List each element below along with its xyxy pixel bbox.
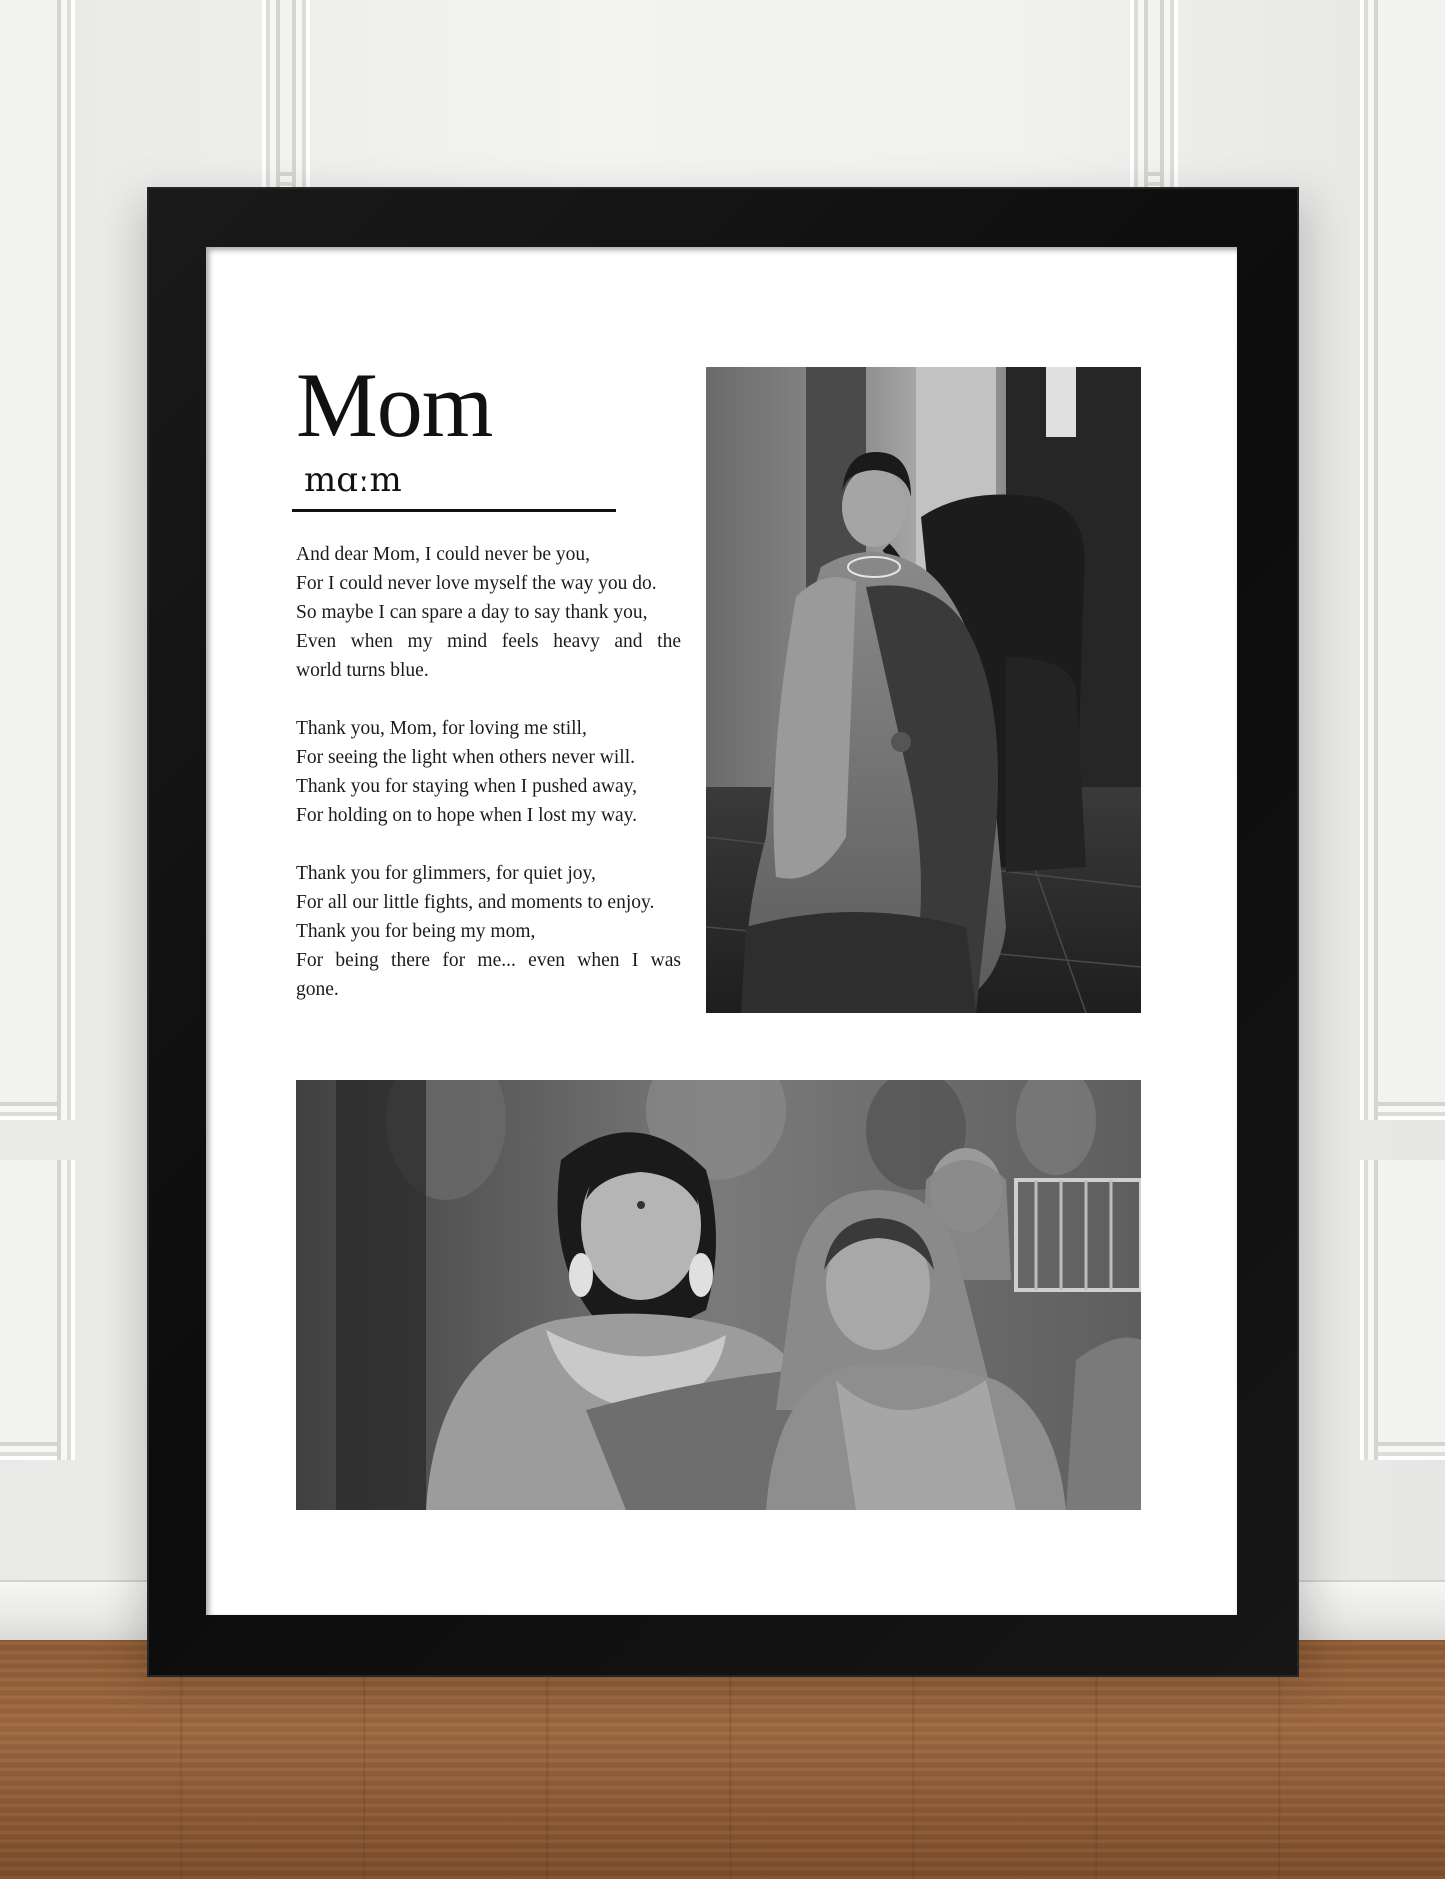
- poster-title: Mom: [296, 354, 493, 456]
- poem-stanza: [296, 859, 681, 1004]
- poem-line: world turns blue.: [296, 660, 429, 681]
- poem-line: For all our little fights, and moments to enjoy.: [296, 892, 655, 913]
- poem-line: For I could never love myself the way you do.: [296, 573, 657, 594]
- wall-panel-upper-right: [1130, 0, 1178, 190]
- photo-seated-portrait: [706, 367, 1141, 1013]
- wall-panel-lower-right: [1360, 1160, 1445, 1460]
- poem-line: Even when my mind feels heavy and the: [296, 631, 681, 652]
- poem-line: So maybe I can spare a day to say thank you,: [296, 602, 648, 623]
- poem-line: Thank you for being my mom,: [296, 921, 536, 942]
- pronunciation: mɑːm: [304, 460, 402, 500]
- poster-mat: [206, 247, 1237, 1615]
- poem-line: Thank you for staying when I pushed away,: [296, 776, 637, 797]
- two-women-image: [296, 1080, 1141, 1510]
- photo-two-women: [296, 1080, 1141, 1510]
- poem-stanza: [296, 540, 681, 685]
- wall-panel-lower-left: [0, 1160, 75, 1460]
- poem-line: For holding on to hope when I lost my way.: [296, 805, 638, 826]
- wall-panel-upper-left: [262, 0, 310, 190]
- picture-frame: [147, 187, 1299, 1677]
- poem-line: For seeing the light when others never will.: [296, 747, 636, 768]
- poem-line: gone.: [296, 979, 339, 1000]
- wall-panel-left: [0, 0, 75, 1120]
- title-underline: [292, 509, 616, 512]
- poem: [296, 540, 681, 1033]
- seated-portrait-image: [706, 367, 1141, 1013]
- poem-line: And dear Mom, I could never be you,: [296, 544, 591, 565]
- poem-line: Thank you, Mom, for loving me still,: [296, 718, 587, 739]
- poem-line: Thank you for glimmers, for quiet joy,: [296, 863, 596, 884]
- poem-line: For being there for me... even when I was: [296, 950, 681, 971]
- poem-stanza: [296, 714, 681, 830]
- wall-panel-right: [1360, 0, 1445, 1120]
